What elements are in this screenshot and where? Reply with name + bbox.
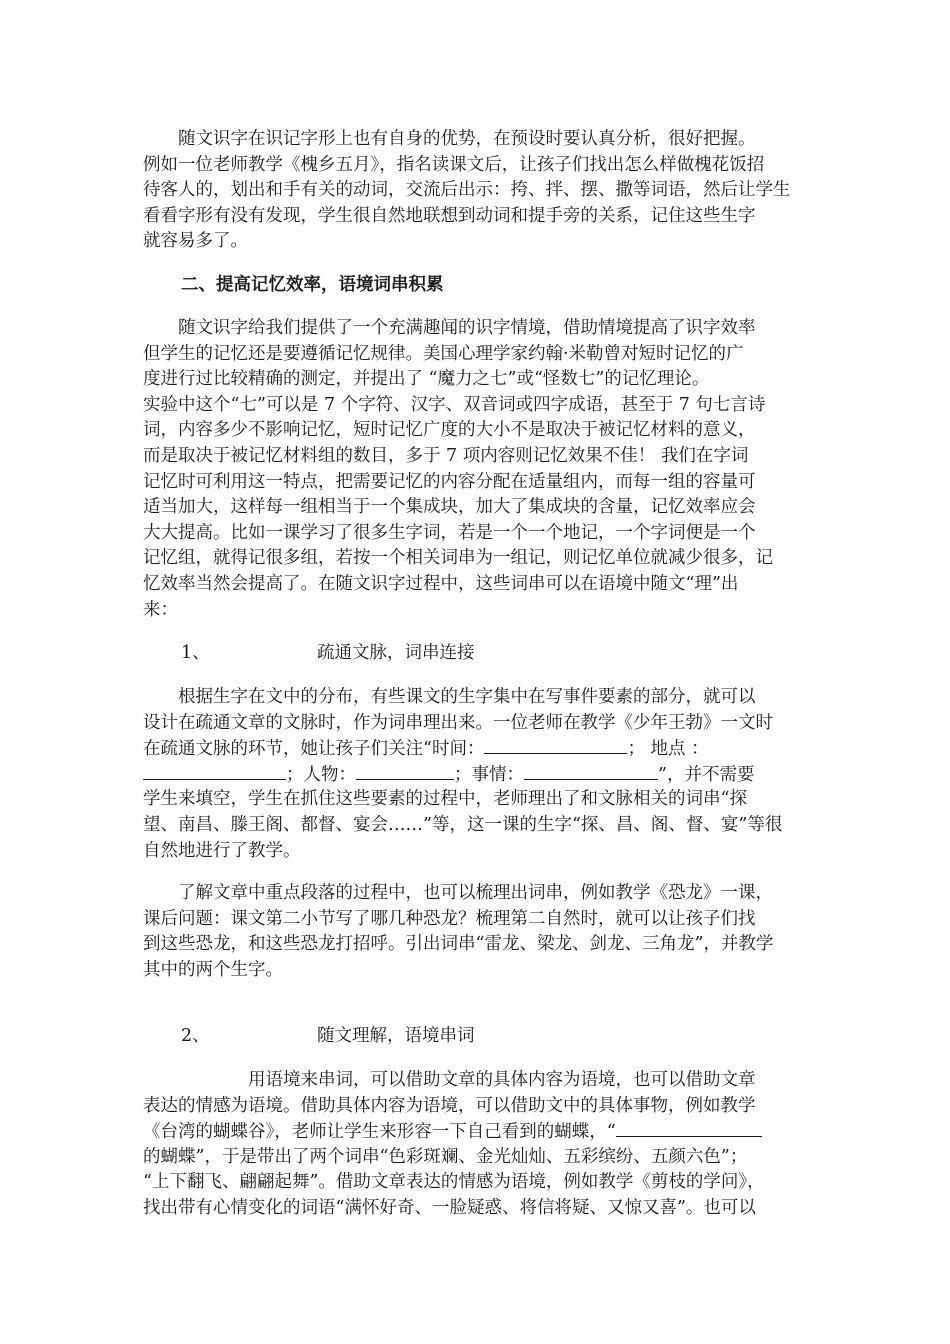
paragraph-4 [143,881,813,983]
paragraph-line: 例如一位老师教学《槐乡五月》，指名读课文后，让孩子们找出怎么样做槐花饭招 [143,154,765,175]
paragraph-line: 找出带有心情变化的词语“满怀好奇、一脸疑惑、将信将疑、又惊又喜”。也可以 [143,1197,756,1218]
blank-place [143,762,286,780]
paragraph-line: “上下翻飞、翩翩起舞”。借助文章表达的情感为语境，例如教学《剪枝的学问》， [143,1172,765,1193]
paragraph-line: 记忆时可利用这一特点，把需要记忆的内容分配在适量组内，而每一组的容量可 [143,471,756,492]
paragraph-line [143,736,813,762]
paragraph-line: 的蝴蝶”，于是带出了两个词串“色彩斑斓、金光灿灿、五彩缤纷、五颜六色”； [143,1146,748,1167]
paragraph-line: 适当加大，这样每一组相当于一个集成块，加大了集成块的含量，记忆效率应会 [143,497,756,518]
paragraph-line: 忆效率当然会提高了。在随文识字过程中，这些词串可以在语境中随文“理”出 [143,573,739,594]
blank-event [524,762,658,780]
blank-person [356,762,454,780]
blank-time [484,736,627,754]
paragraph-line: 待客人的，划出和手有关的动词，交流后出示：挎、拌、摆、撒等词语，然后让学生 [143,180,791,201]
paragraph-line: 随文识字给我们提供了一个充满趣闻的识字情境，借助情境提高了识字效率 [143,318,756,338]
paragraph-line: 但学生的记忆还是要遵循记忆规律。美国心理学家约翰·米勒曾对短时记忆的广 [143,343,744,364]
paragraph-line: 学生来填空，学生在抓住这些要素的过程中，老师理出了和文脉相关的词串“探 [143,789,747,810]
blank-butterfly [616,1119,762,1137]
paragraph-3 [143,685,813,864]
subheading-title: 疏通文脉，词串连接 [317,643,475,663]
section-heading-2: 二、提高记忆效率，语境词串积累 [181,275,444,295]
text-segment: ”，并不需要 [658,764,755,785]
paragraph-line: 望、南昌、滕王阁、都督、宴会……”等，这一课的生字“探、昌、阁、督、宴”等很 [143,814,783,835]
paragraph-line: 到这些恐龙，和这些恐龙打招呼。引出词串“雷龙、梁龙、剑龙、三角龙”，并教学 [143,934,774,955]
text-segment: ；人物： [286,764,356,785]
subheading-number: 1、 [181,643,210,663]
text-segment: ； 地点 ： [627,739,709,760]
subheading-number: 2、 [181,1026,210,1046]
paragraph-line: 而是取决于被记忆材料组的数目，多于 7 项内容则记忆效果不佳！ 我们在字词 [143,445,749,466]
subheading-title: 随文理解，语境串词 [317,1026,475,1046]
paragraph-line: 课后问题：课文第二小节写了哪几种恐龙？梳理第二自然时，就可以让孩子们找 [143,908,756,929]
subheading-1 [181,640,475,666]
paragraph-line: 看看字形有没有发现，学生很自然地联想到动词和提手旁的关系，记住这些生字 [143,205,756,226]
paragraph-line: 就容易多了。 [143,231,248,252]
text-segment: 在疏通文脉的环节，她让孩子们关注“时间： [143,739,485,760]
paragraph-line: 根据生字在文中的分布，有些课文的生字集中在写事件要素的部分，就可以 [143,687,756,707]
paragraph-line: 词，内容多少不影响记忆，短时记忆广度的大小不是取决于被记忆材料的意义， [143,420,756,441]
paragraph-line: 实验中这个“七”可以是 7 个字符、汉字、双音词或四字成语，甚至于 7 句七言诗 [143,394,766,415]
paragraph-line: 随文识字在识记字形上也有自身的优势，在预设时要认真分析，很好把握。 [143,129,756,149]
paragraph-1 [143,127,813,255]
paragraph-line [143,762,813,788]
paragraph-line: 大大提高。比如一课学习了很多生字词，若是一个一个地记，一个字词便是一个 [143,522,756,543]
paragraph-line: 记忆组，就得记很多组，若按一个相关词串为一组记，则记忆单位就减少很多，记 [143,548,773,569]
paragraph-2 [143,316,813,623]
paragraph-line: 表达的情感为语境。借助具体内容为语境，可以借助文中的具体事物，例如教学 [143,1095,756,1116]
text-segment: 《台湾的蝴蝶谷》，老师让学生来形容一下自己看到的蝴蝶，“ [143,1122,616,1143]
paragraph-line: 来： [143,599,178,620]
paragraph-line: 设计在疏通文章的文脉时，作为词串理出来。一位老师在教学《少年王勃》一文时 [143,712,773,733]
paragraph-line: 自然地进行了教学。 [143,840,301,861]
paragraph-line [143,1119,813,1145]
paragraph-line: 用语境来串词，可以借助文章的具体内容为语境，也可以借助文章 [143,1070,756,1090]
paragraph-line: 了解文章中重点段落的过程中，也可以梳理出词串，例如教学《恐龙》一课， [143,883,773,903]
paragraph-line: 其中的两个生字。 [143,959,283,980]
paragraph-5 [143,1068,813,1222]
subheading-2 [181,1023,475,1049]
text-segment: ；事情： [454,764,524,785]
paragraph-line: 度进行过比较精确的测定，并提出了 “魔力之七”或“怪数七”的记忆理论。 [143,369,710,390]
